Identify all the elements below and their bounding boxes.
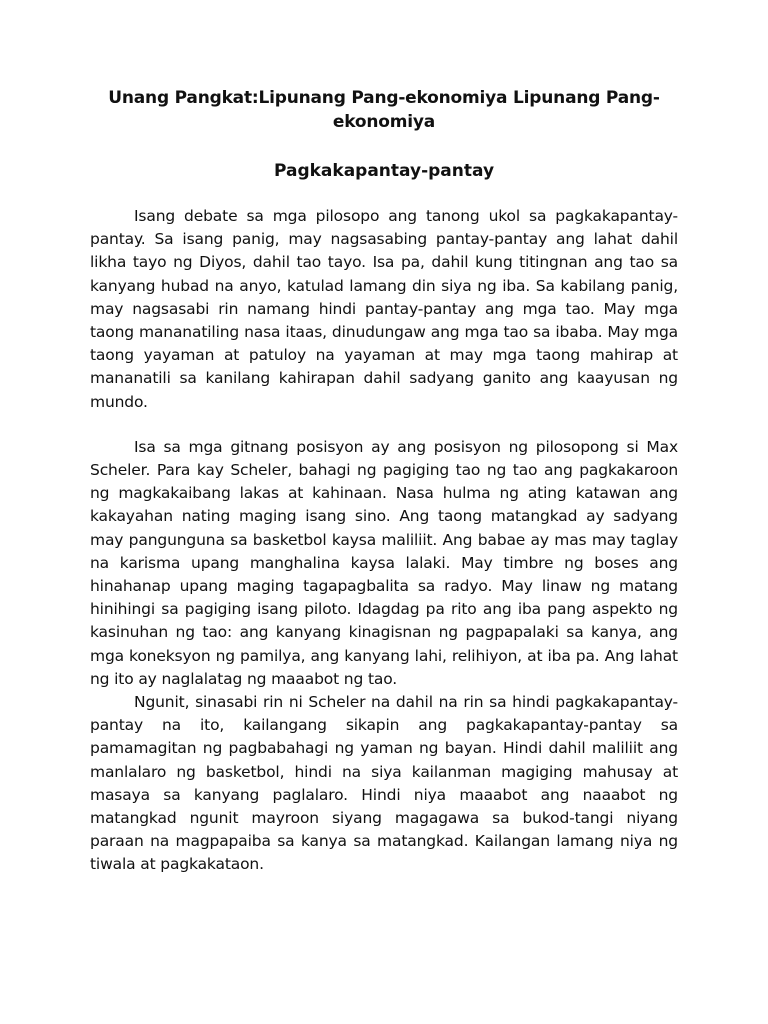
document-body <box>90 86 678 877</box>
section-heading: Pagkakapantay-pantay <box>273 161 495 181</box>
document-title: Unang Pangkat:Lipunang Pang-ekonomiya Lipunang Pang-ekonomiya <box>108 88 660 132</box>
paragraph-3: Ngunit, sinasabi rin ni Scheler na dahil na rin sa hindi pagkakapantay-pantay na ito, kailangang sikapin ang pagkakapantay-pantay sa pamamagitan ng pagbabahagi ng yaman ng bayan. Hindi dahil maliliit ang manlalaro ng basketbol, hindi na siya kailanman magiging mahusay at masaya sa kanyang paglalaro. Hindi niya maaabot ang naaabot ng matangkad ngunit mayroon siyang magagawa sa bukod-tangi niyang paraan na magpapaiba sa kanya sa matangkad. Kailangan lamang niya ng tiwala at pagkakataon. <box>90 693 678 874</box>
paragraph-1: Isang debate sa mga pilosopo ang tanong ukol sa pagkakapantay-pantay. Sa isang panig, may nagsasabing pantay-pantay ang lahat dahil likha tayo ng Diyos, dahil tao tayo. Isa pa, dahil kung titingnan ang tao sa kanyang hubad na anyo, katulad lamang din siya ng iba. Sa kabilang panig, may nagsasabi rin namang hindi pantay-pantay ang mga tao. May mga taong mananatiling nasa itaas, dinudungaw ang mga tao sa ibaba. May mga taong yayaman at patuloy na yayaman at may mga taong mahirap at mananatili sa kanilang kahirapan dahil sadyang ganito ang kaayusan ng mundo. <box>90 207 678 411</box>
paragraph-2: Isa sa mga gitnang posisyon ay ang posisyon ng pilosopong si Max Scheler. Para kay Scheler, bahagi ng pagiging tao ng tao ang pagkakaroon ng magkakaibang lakas at kahinaan. Nasa hulma ng ating katawan ang kakayahan nating maging isang sino. Ang taong matangkad ay sadyang may pangunguna sa basketbol kaysa maliliit. Ang babae ay mas may taglay na karisma upang manghalina kaysa lalaki. May timbre ng boses ang hinahanap upang maging tagapagbalita sa radyo. May linaw ng matang hinihingi sa pagiging isang piloto. Idagdag pa rito ang iba pang aspekto ng kasinuhan ng tao: ang kanyang kinagisnan ng pagpapalaki sa kanya, ang mga koneksyon ng pamilya, ang kanyang lahi, relihiyon, at iba pa. Ang lahat ng ito ay naglalatag ng maaabot ng tao. <box>90 437 678 688</box>
